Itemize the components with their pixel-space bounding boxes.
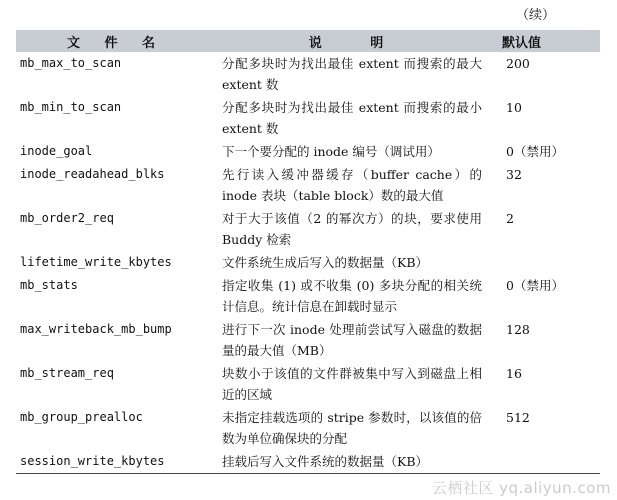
default-value: 16 — [506, 366, 522, 381]
table-row — [16, 274, 600, 318]
description: 分配多块时为找出最佳 extent 而搜索的最小 extent 数 — [222, 100, 482, 136]
file-name: inode_goal — [20, 144, 93, 158]
parameter-table — [16, 30, 600, 474]
table-row — [16, 207, 600, 251]
description: 指定收集 (1) 或不收集 (0) 多块分配的相关统计信息。统计信息在卸载时显示 — [222, 278, 482, 314]
description: 未指定挂载选项的 stripe 参数时，以该值的倍数为单位确保块的分配 — [222, 410, 482, 446]
description: 挂载后写入文件系统的数据量（KB） — [216, 450, 498, 474]
file-name: mb_order2_req — [20, 211, 114, 225]
file-name: mb_max_to_scan — [20, 56, 122, 70]
file-name: max_writeback_mb_bump — [20, 322, 172, 336]
description: 分配多块时为找出最佳 extent 而搜索的最大 extent 数 — [222, 56, 482, 92]
table-row — [16, 96, 600, 140]
description: 进行下一次 inode 处理前尝试写入磁盘的数据量的最大值（MB） — [222, 322, 482, 358]
file-name: mb_stats — [20, 278, 78, 292]
table-row — [16, 406, 600, 450]
default-value: 10 — [506, 100, 522, 115]
table-row — [16, 362, 600, 406]
default-value — [498, 251, 600, 274]
header-filename: 文 件 名 — [16, 30, 216, 52]
file-name: session_write_kbytes — [16, 450, 216, 474]
table-row — [16, 251, 600, 274]
default-value: 512 — [506, 410, 530, 425]
description: 对于大于该值（2 的幂次方）的块，要求使用 Buddy 检索 — [222, 211, 482, 247]
default-value: 32 — [506, 167, 522, 182]
table-row — [16, 52, 600, 96]
continued-label: （续） — [515, 8, 555, 23]
header-description: 说 明 — [216, 30, 498, 52]
default-value: 0（禁用） — [506, 278, 564, 293]
default-value: 0（禁用） — [506, 144, 564, 159]
default-value: 2 — [506, 211, 514, 226]
file-name: lifetime_write_kbytes — [20, 255, 172, 269]
description: 下一个要分配的 inode 编号（调试用） — [222, 144, 440, 159]
watermark: 云栖社区 yq.aliyun.com — [431, 479, 611, 497]
table-row — [16, 450, 600, 474]
file-name: inode_readahead_blks — [20, 167, 165, 181]
table-header-row — [16, 30, 600, 52]
default-value — [498, 450, 600, 474]
default-value: 200 — [506, 56, 530, 71]
file-name: mb_group_prealloc — [20, 410, 143, 424]
table-row — [16, 318, 600, 362]
description: 块数小于该值的文件群被集中写入到磁盘上相近的区域 — [222, 366, 482, 402]
description: 先行读入缓冲器缓存（buffer cache）的 inode 表块（table block）数的最大值 — [222, 167, 482, 203]
file-name: mb_min_to_scan — [20, 100, 122, 114]
header-default-value: 默认值 — [498, 30, 600, 52]
description: 文件系统生成后写入的数据量（KB） — [222, 255, 429, 270]
file-name: mb_stream_req — [20, 366, 114, 380]
table-row — [16, 163, 600, 207]
default-value: 128 — [506, 322, 530, 337]
table-row — [16, 140, 600, 163]
